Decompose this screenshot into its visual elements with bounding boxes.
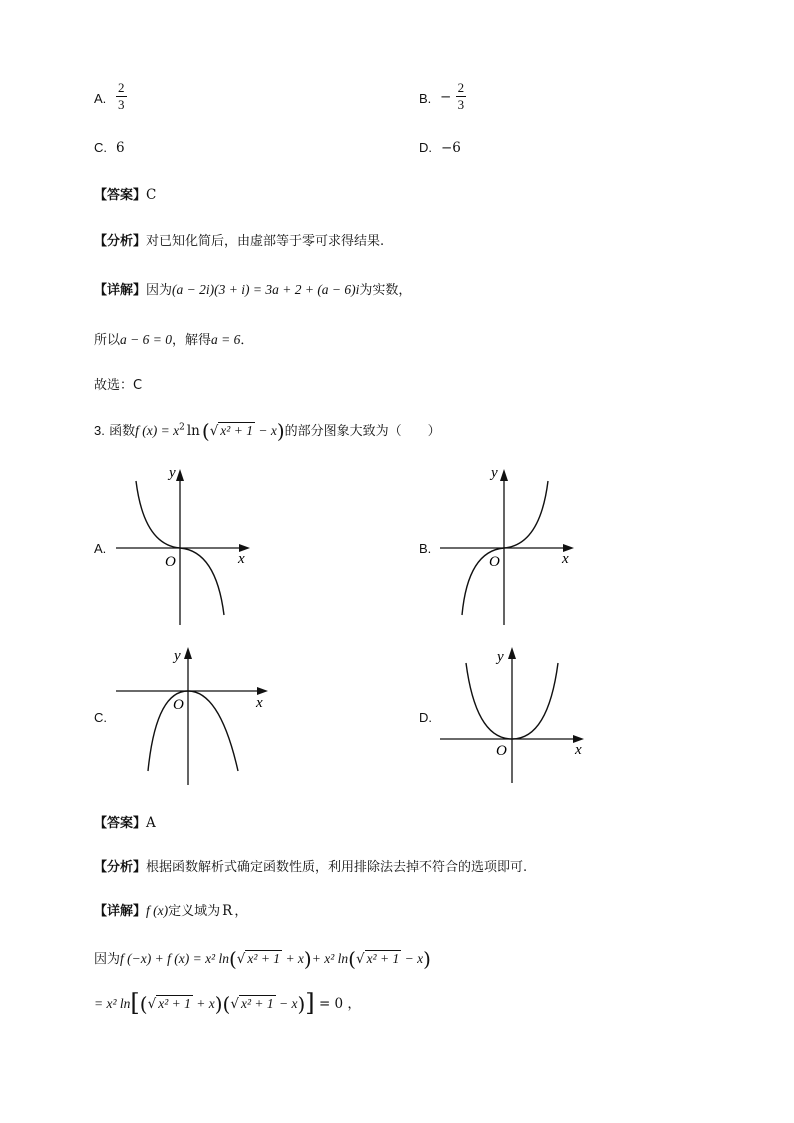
x-label: x (238, 551, 245, 567)
option-b-value: − $\frac{2}{3}$ (440, 80, 465, 113)
q2-detail-line2 (94, 329, 253, 348)
graph-b (434, 465, 579, 627)
detail-line2-second-term: + x² ln (311, 951, 349, 966)
detail-line2-radicand2: x² + 1 (366, 951, 400, 966)
x-label: x (575, 742, 582, 758)
q2-analysis (94, 230, 384, 249)
analysis-tag: 【分析】 (94, 860, 147, 875)
option-d-value: −6 (441, 140, 461, 156)
x-label: x (562, 551, 569, 567)
curve (148, 691, 238, 771)
detail-line2-radicand: x² + 1 (247, 951, 281, 966)
detail-domain-value: R (222, 903, 233, 919)
graph-d (434, 643, 592, 785)
graph-b-label: B. (419, 541, 432, 556)
graph-c (110, 643, 275, 788)
analysis-tag: 【分析】 (94, 234, 147, 249)
detail-domain-text: 定义域为 (168, 904, 221, 919)
answer-tag: 【答案】 (94, 816, 147, 831)
q3-detail-line1 (94, 900, 247, 919)
q3-number: 3. (94, 423, 105, 438)
origin-label: O (173, 697, 184, 713)
y-axis-arrow-icon (500, 469, 508, 481)
q3-fx: f (x) = x (135, 423, 180, 438)
q3-tail: 的部分图象大致为（ ） (284, 424, 441, 439)
q3-answer (94, 812, 156, 831)
q3-detail-line3: = x² ln[(√ x² + 1 + x)(√ x² + 1 − x)] = 0 ， (94, 989, 361, 1017)
graph-a-label: A. (94, 541, 107, 556)
origin-label: O (165, 554, 176, 570)
q3-ln: ln (186, 423, 200, 439)
sqrt-sign: √ (209, 423, 219, 439)
detail-fx: f (x) (146, 903, 169, 918)
y-axis-arrow-icon (176, 469, 184, 481)
detail-line3-radicand2: x² + 1 (240, 996, 274, 1011)
origin-label: O (496, 743, 507, 759)
detail-line3-plus-x: + x (192, 996, 215, 1011)
detail-line2-lead: 因为 (94, 952, 121, 967)
answer-text: C (146, 187, 157, 203)
y-label: y (174, 648, 181, 664)
detail-line2-minus-x: − x (401, 951, 424, 966)
detail-domain-tail: ， (234, 904, 248, 919)
detail-line3-lhs: = x² ln (94, 996, 131, 1011)
origin-label: O (489, 554, 500, 570)
x-axis-arrow-icon (257, 687, 268, 695)
q2-answer (94, 184, 156, 203)
option-b-label: B. (419, 91, 432, 106)
y-label: y (491, 465, 498, 481)
q2-detail-line3: 故选：C (94, 378, 143, 393)
q3-lead: 函数 (109, 424, 136, 439)
x-label: x (256, 695, 263, 711)
q3-radicand: x² + 1 (220, 423, 253, 438)
answer-text: A (146, 815, 156, 831)
graph-c-label: C. (94, 710, 107, 725)
detail-line2-eq2: a = 6 (211, 332, 241, 347)
detail-line2-eq1: a − 6 = 0 (120, 332, 172, 347)
detail-line3-minus-x: − x (275, 996, 298, 1011)
q3-minus-x: − x (254, 423, 277, 438)
y-label: y (497, 649, 504, 665)
detail-tag: 【详解】 (94, 904, 147, 919)
detail-line2-lhs: f (−x) + f (x) = x² ln (120, 951, 229, 966)
option-d-label: D. (419, 140, 432, 155)
q3-stem: 3. 函数f $(x) = x^2$ ln (√ x² + 1 − x)的部分图象大致为（ ） (94, 419, 441, 443)
graph-d-label: D. (419, 710, 432, 725)
q3-sup: 2 (179, 422, 185, 433)
y-label: y (169, 465, 176, 481)
detail-line3-radicand1: x² + 1 (158, 996, 191, 1011)
y-axis-arrow-icon (184, 647, 192, 659)
graph-a (110, 465, 255, 627)
answer-tag: 【答案】 (94, 188, 147, 203)
q3-detail-line2: 因为f (−x) + f (x) = x² ln(√ x² + 1 + x)+ x² ln(√ x² + 1 − x) (94, 947, 431, 971)
analysis-text: 根据函数解析式确定函数性质，利用排除法去掉不符合的选项即可. (146, 860, 528, 875)
option-c-label: C. (94, 140, 107, 155)
detail-tag: 【详解】 (94, 283, 147, 298)
detail-expression: (a − 2i)(3 + i) = 3a + 2 + (a − 6)i (172, 282, 360, 297)
option-a-label: A. (94, 91, 107, 106)
detail-line2-mid: ，解得 (172, 333, 212, 348)
detail-tail: 为实数， (359, 283, 412, 298)
detail-line2-tail: ． (240, 333, 254, 348)
analysis-text: 对已知化简后，由虚部等于零可求得结果. (146, 234, 385, 249)
option-a-value: $\frac{2}{3}$ (118, 80, 125, 113)
q3-analysis (94, 856, 527, 875)
detail-line2-plus-x: + x (282, 951, 304, 966)
y-axis-arrow-icon (508, 647, 516, 659)
detail-line2-lead: 所以 (94, 333, 121, 348)
option-c-value: 6 (116, 140, 125, 156)
detail-line3-end: = 0 ， (314, 996, 361, 1012)
q2-detail-line1 (94, 279, 411, 298)
detail-lead: 因为 (146, 283, 173, 298)
